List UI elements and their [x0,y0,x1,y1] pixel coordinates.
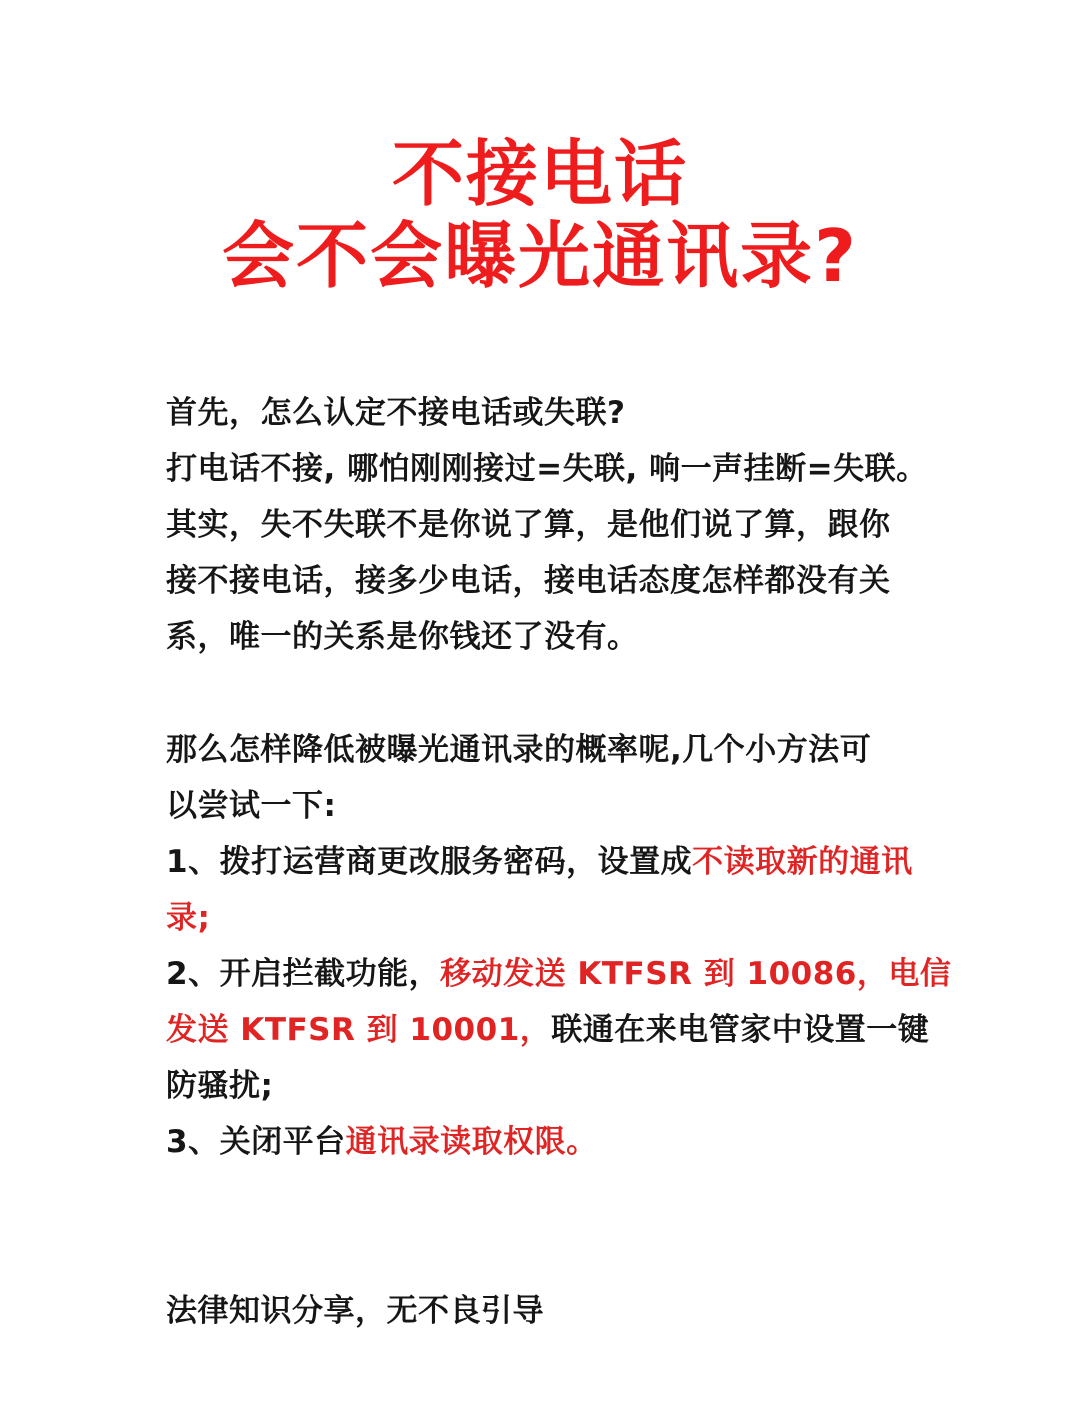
tip-2-prefix: 2、开启拦截功能， [166,956,441,992]
tip-3-line [166,1114,916,1170]
tips-intro-line: 那么怎样降低被曝光通讯录的概率呢,几个小方法可 [166,732,872,768]
paragraph-line: 打电话不接, 哪怕刚刚接过=失联, 响一声挂断=失联。 [166,451,928,487]
footer-note [166,1283,916,1339]
paragraph-line: 首先，怎么认定不接电话或失联? [166,395,626,431]
tip-1-line-1 [166,834,916,890]
tip-3-highlight: 通讯录读取权限。 [345,1124,598,1160]
tips-section [166,722,952,1170]
tip-1-prefix: 1、拨打运营商更改服务密码，设置成 [166,844,693,880]
tip-1-highlight-cont: 录; [166,900,211,936]
intro-paragraph [166,385,928,665]
page-title-line-1: 不接电话 [391,132,688,216]
tip-3-prefix: 3、关闭平台 [166,1124,346,1160]
tip-2-suffix: 联通在来电管家中设置一键 [551,1012,930,1048]
paragraph-line: 接不接电话，接多少电话，接电话态度怎样都没有关 [166,563,891,599]
tip-2-highlight-cont: 发送 KTFSR 到 10001， [166,1012,552,1048]
tip-2-line-1 [166,946,952,1002]
paragraph-line: 系，唯一的关系是你钱还了没有。 [166,619,639,655]
tip-1-highlight: 不读取新的通讯 [692,844,913,880]
paragraph-line: 其实，失不失联不是你说了算，是他们说了算，跟你 [166,507,891,543]
tips-intro-line: 以尝试一下: [166,788,337,824]
tip-2-suffix-cont: 防骚扰; [166,1068,274,1104]
tip-2-line-3 [166,1058,916,1114]
tip-2-highlight: 移动发送 KTFSR 到 10086，电信 [440,956,952,992]
tip-1-line-2 [166,890,916,946]
footer-text: 法律知识分享，无不良引导 [166,1293,544,1329]
page-title-line-2: 会不会曝光通讯录? [222,214,858,298]
tip-2-line-2 [166,1002,930,1058]
